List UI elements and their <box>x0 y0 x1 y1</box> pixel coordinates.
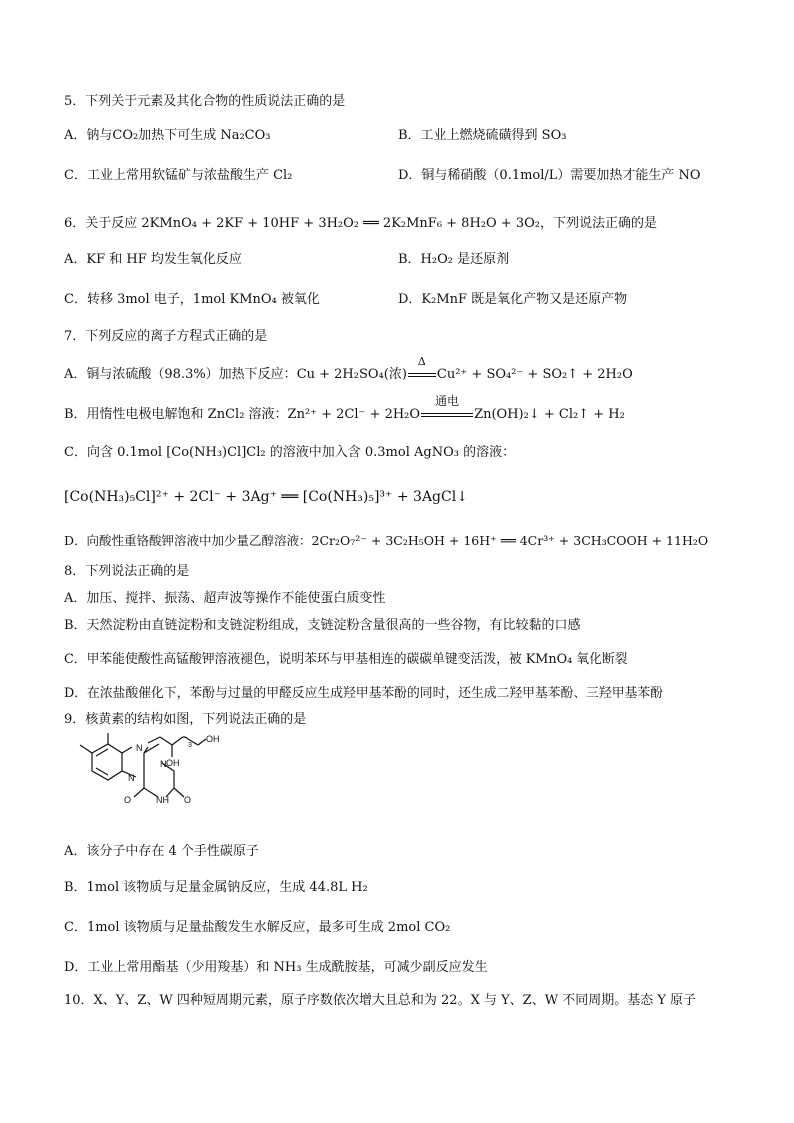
q5-option-b: B．工业上燃烧硫磺得到 SO₃ <box>398 128 567 143</box>
q7-a-condition: Δ <box>417 355 426 368</box>
q5-option-a: A．钠与CO₂加热下可生成 Na₂CO₃ <box>64 128 271 143</box>
q9-option-a: A．该分子中存在 4 个手性碳原子 <box>64 844 259 859</box>
q7-b-lhs: Zn²⁺ + 2Cl⁻ + 2H₂O <box>287 407 421 422</box>
q9-option-b: B．1mol 该物质与足量金属钠反应，生成 44.8L H₂ <box>64 880 368 895</box>
q7-option-c-line1: C．向含 0.1mol [Co(NH₃)Cl]Cl₂ 的溶液中加入含 0.3mol AgNO₃ 的溶液： <box>64 445 516 460</box>
q7-b-label: B．用惰性电极电解饱和 ZnCl₂ 溶液： <box>64 407 288 422</box>
q7-b-arrow <box>420 394 474 424</box>
q6-option-b: B．H₂O₂ 是还原剂 <box>398 252 510 267</box>
struct-label-o2: O <box>184 795 192 805</box>
struct-label-oh1: OH <box>166 758 180 768</box>
q6-option-d: D．K₂MnF 既是氧化产物又是还原产物 <box>398 292 628 307</box>
q9-option-d: D．工业上常用酯基（少用羧基）和 NH₃ 生成酰胺基，可减少副反应发生 <box>64 960 488 975</box>
q7-a-lhs: Cu + 2H₂SO₄(浓) <box>296 367 407 382</box>
struct-label-o1: O <box>124 795 132 805</box>
q9-option-c: C．1mol 该物质与足量盐酸发生水解反应，最多可生成 2mol CO₂ <box>64 920 451 935</box>
q10-stem: 10．X、Y、Z、W 四种短周期元素，原子序数依次增大且总和为 22。X 与 Y、Z、W 不同周期。基态 Y 原子 <box>64 993 697 1008</box>
q7-a-arrow <box>407 355 437 384</box>
struct-label-oh2: OH <box>206 734 220 744</box>
struct-label-n1: N <box>136 743 143 753</box>
q6-option-a: A．KF 和 HF 均发生氧化反应 <box>64 252 242 267</box>
struct-label-n3: N <box>160 759 167 769</box>
q7-a-rhs: Cu²⁺ + SO₄²⁻ + SO₂↑ + 2H₂O <box>436 367 633 382</box>
q5-option-d: D．铜与稀硝酸（0.1mol/L）需要加热才能生产 NO <box>398 168 701 183</box>
q6-stem: 6．关于反应 2KMnO₄ + 2KF + 10HF + 3H₂O₂ ══ 2K₂MnF₆ + 8H₂O + 3O₂，下列说法正确的是 <box>64 216 657 231</box>
q5-option-c: C．工业上常用软锰矿与浓盐酸生产 Cl₂ <box>64 168 293 183</box>
q8-option-d: D．在浓盐酸催化下，苯酚与过量的甲醛反应生成羟甲基苯酚的同时，还生成二羟甲基苯酚、三羟甲基苯酚 <box>64 686 663 701</box>
q8-stem: 8．下列说法正确的是 <box>64 564 190 579</box>
struct-label-nh: NH <box>156 795 169 805</box>
q5-stem: 5．下列关于元素及其化合物的性质说法正确的是 <box>64 94 346 109</box>
q7-b-condition: 通电 <box>435 394 460 408</box>
q6-option-c: C．转移 3mol 电子，1mol KMnO₄ 被氧化 <box>64 292 320 307</box>
q7-a-label: A．铜与浓硫酸（98.3%）加热下反应： <box>64 367 297 382</box>
riboflavin-structure-diagram <box>64 733 224 833</box>
q8-option-c: C．甲苯能使酸性高锰酸钾溶液褪色，说明苯环与甲基相连的碳碳单键变活泼，被 KMnO₄ 氧化断裂 <box>64 652 628 667</box>
q9-stem: 9．核黄素的结构如图，下列说法正确的是 <box>64 712 307 727</box>
struct-label-subscript: 3 <box>188 742 192 749</box>
q8-option-a: A．加压、搅拌、振荡、超声波等操作不能使蛋白质变性 <box>64 591 386 606</box>
q7-option-b <box>64 394 625 424</box>
q7-option-a <box>64 355 633 384</box>
struct-label-n2: N <box>128 773 135 783</box>
q7-b-rhs: Zn(OH)₂↓ + Cl₂↑ + H₂ <box>474 407 625 422</box>
q7-option-c-line2: [Co(NH₃)₅Cl]²⁺ + 2Cl⁻ + 3Ag⁺ ══ [Co(NH₃)₅]³⁺ + 3AgCl↓ <box>64 489 468 505</box>
q7-option-d: D．向酸性重铬酸钾溶液中加少量乙醇溶液：2Cr₂O₇²⁻ + 3C₂H₅OH + 16H⁺ ══ 4Cr³⁺ + 3CH₃COOH + 11H₂O <box>64 533 709 548</box>
q7-stem: 7．下列反应的离子方程式正确的是 <box>64 329 268 344</box>
q8-option-b: B．天然淀粉由直链淀粉和支链淀粉组成，支链淀粉含量很高的一些谷物，有比较黏的口感 <box>64 618 581 633</box>
